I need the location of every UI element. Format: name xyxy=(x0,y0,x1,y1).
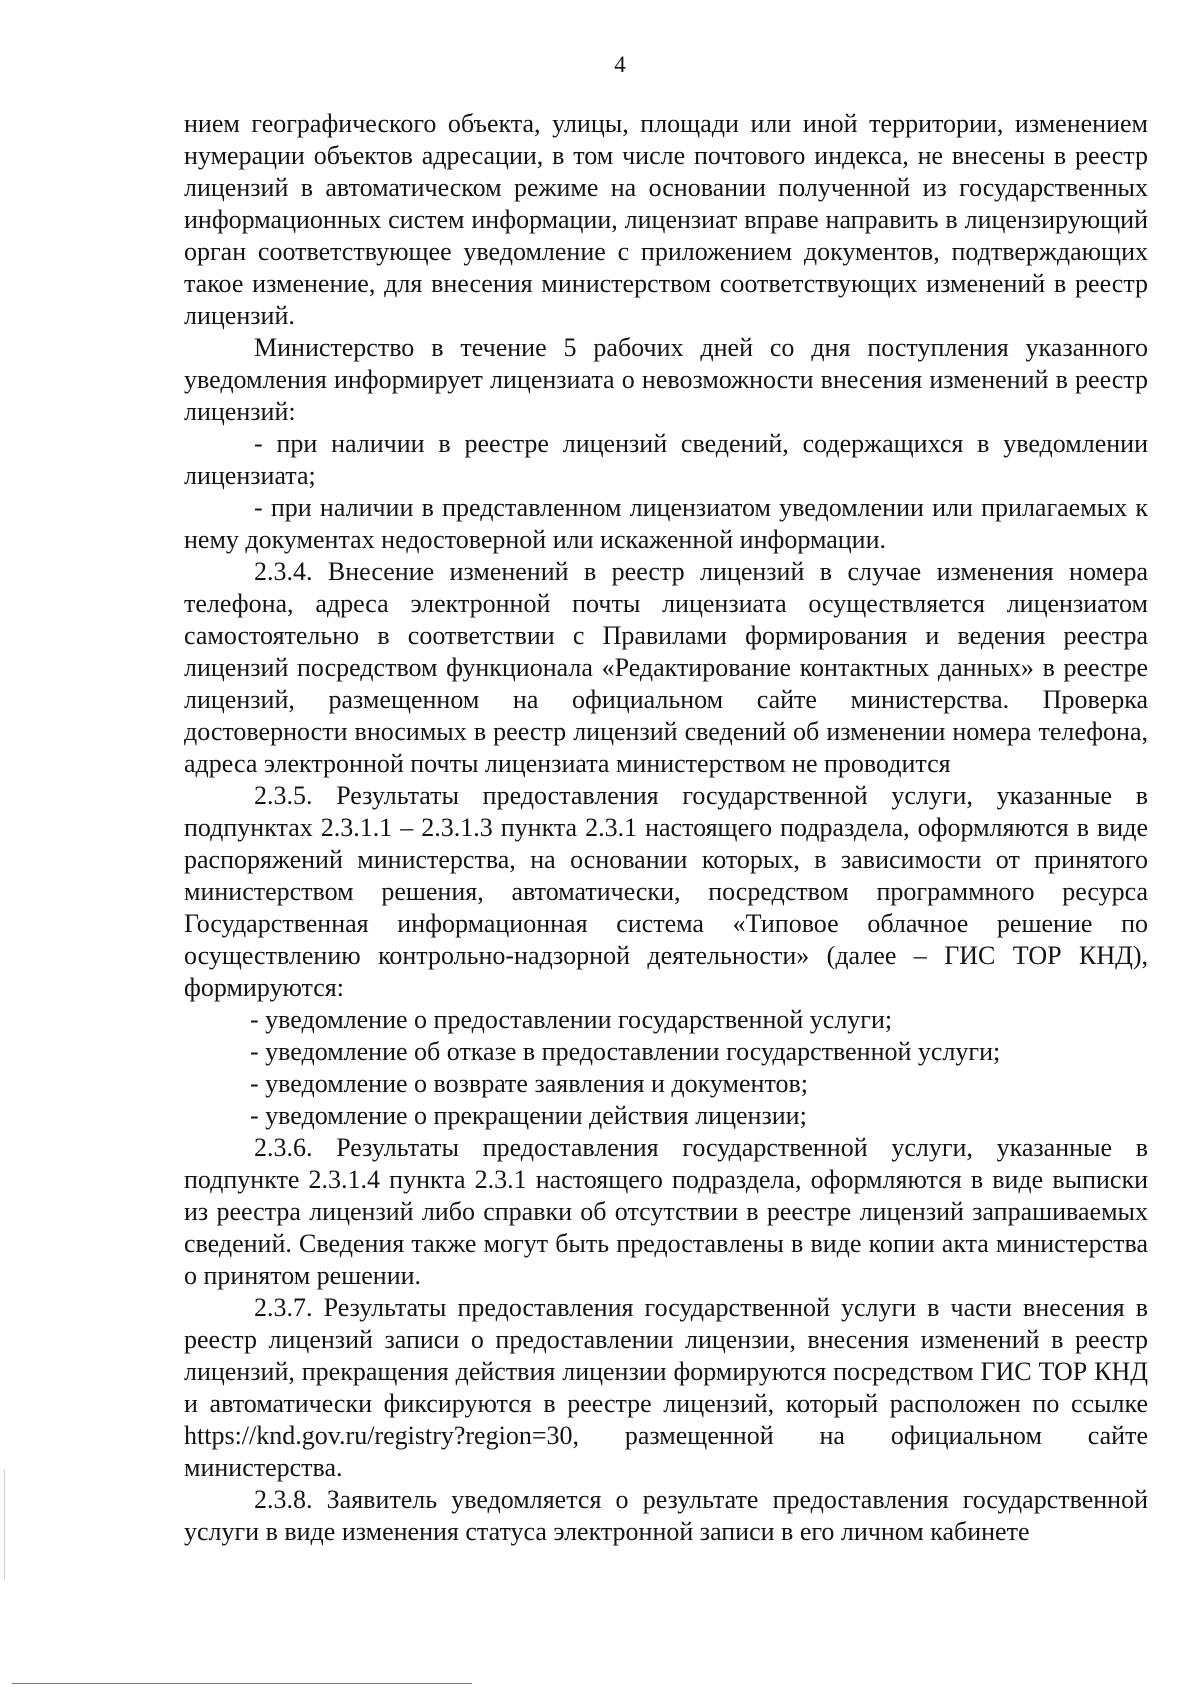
list-item-notice-refusal: - уведомление об отказе в предоставлении государственной услуги; xyxy=(250,1037,1001,1066)
list-item-notice-granted: - уведомление о предоставлении государственной услуги; xyxy=(250,1005,893,1034)
bottom-rule xyxy=(12,1683,472,1684)
paragraph-continuation: нием географического объекта, улицы, площади или иной территории, изменением нумерации объектов адресации, в том числе почтового индекса, не внесены в реестр лицензий в автоматическом режиме на основании полученной из государственных информационных систем информации, лицензиат вправе направить в лицензирующий орган соответствующее уведомление с приложением документов, подтверждающих такое изменение, для внесения министерством соответствующих изменений в реестр лицензий. xyxy=(184,109,1148,330)
paragraph-2-3-6: 2.3.6. Результаты предоставления государственной услуги, указанные в подпункте 2.3.1.4 пункта 2.3.1 настоящего подраздела, оформляются в виде выписки из реестра лицензий либо справки об отсутствии в реестре лицензий запрашиваемых сведений. Сведения также могут быть предоставлены в виде копии акта министерства о принятом решении. xyxy=(184,1133,1148,1290)
paragraph-2-3-5: 2.3.5. Результаты предоставления государственной услуги, указанные в подпунктах 2.3.1.1 – 2.3.1.3 пункта 2.3.1 настоящего подраздела, оформляются в виде распоряжений министерства, на основании которых, в зависимости от принятого министерством решения, автоматически, посредством программного ресурса Государственная информационная система «Типовое облачное решение по осуществлению контрольно-надзорной деятельности» (далее – ГИС ТОР КНД), формируются: xyxy=(184,781,1148,1002)
scan-edge-mark xyxy=(4,1470,5,1580)
paragraph-2-3-4: 2.3.4. Внесение изменений в реестр лицензий в случае изменения номера телефона, адреса электронной почты лицензиата осуществляется лицензиатом самостоятельно в соответствии с Правилами формирования и ведения реестра лицензий посредством функционала «Редактирование контактных данных» в реестре лицензий, размещенном на официальном сайте министерства. Проверка достоверности вносимых в реестр лицензий сведений об изменении номера телефона, адреса электронной почты лицензиата министерством не проводится xyxy=(184,557,1148,778)
page-number: 4 xyxy=(614,52,626,77)
document-body xyxy=(184,108,1148,1548)
paragraph-ministry-notice: Министерство в течение 5 рабочих дней со дня поступления указанного уведомления информирует лицензиата о невозможности внесения изменений в реестр лицензий: xyxy=(184,333,1148,426)
list-item-reason-2: - при наличии в представленном лицензиатом уведомлении или прилагаемых к нему документах недостоверной или искаженной информации. xyxy=(184,493,1148,554)
paragraph-2-3-7: 2.3.7. Результаты предоставления государственной услуги в части внесения в реестр лицензий записи о предоставлении лицензии, внесения изменений в реестр лицензий, прекращения действия лицензии формируются посредством ГИС ТОР КНД и автоматически фиксируются в реестре лицензий, который расположен по ссылке https://knd.gov.ru/registry?region=30, размещенной на официальном сайте министерства. xyxy=(184,1293,1148,1482)
list-item-reason-1: - при наличии в реестре лицензий сведений, содержащихся в уведомлении лицензиата; xyxy=(184,429,1148,490)
list-item-notice-return: - уведомление о возврате заявления и документов; xyxy=(250,1069,808,1098)
list-item-notice-termination: - уведомление о прекращении действия лицензии; xyxy=(250,1101,807,1130)
paragraph-2-3-8: 2.3.8. Заявитель уведомляется о результате предоставления государственной услуги в виде изменения статуса электронной записи в его личном кабинете xyxy=(184,1485,1148,1546)
